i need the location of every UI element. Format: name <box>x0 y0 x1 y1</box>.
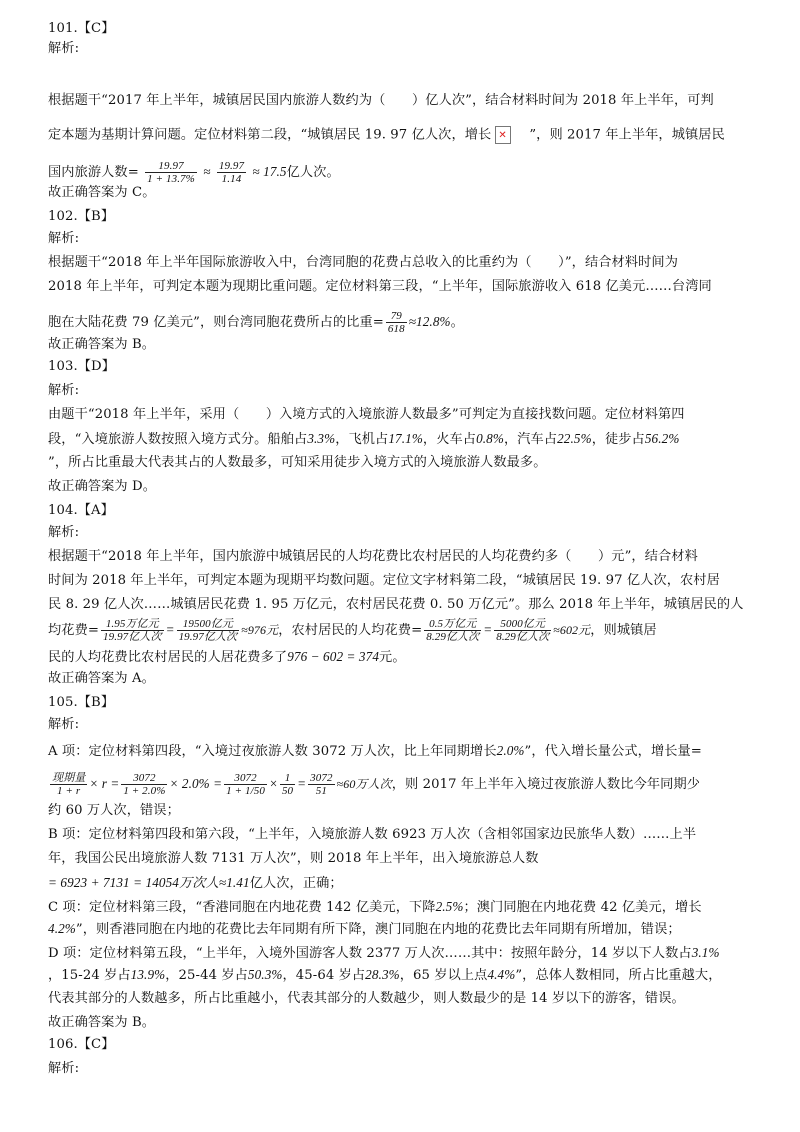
fraction: $\frac{19.97}{1 + 13.7\%}$ <box>147 160 195 185</box>
q103-analysis-label: 解析: <box>48 383 80 398</box>
q105-option-a-line-2: $\frac{\text{现期量}}{1 + r}$ × r = $\frac{3072}{1 + 2.0\%}$ × 2.0% = $\frac{3072}{1 + 1/50}$ × $\frac{1}{50}$ = $\frac{3072}{51}$ ≈60万人次，则 2017 年上半年入境过夜旅游人数比今年同期少 <box>52 772 701 797</box>
q102-analysis-label: 解析: <box>48 231 80 246</box>
q102-line-3: 胞在大陆花费 79 亿美元”，则台湾同胞花费所占的比重= $\frac{79}{618}$ ≈12.8%。 <box>48 310 464 335</box>
q105-analysis-label: 解析: <box>48 717 80 732</box>
q104-answer: 故正确答案为 A。 <box>48 671 155 686</box>
q101-analysis-label: 解析: <box>48 41 80 56</box>
fraction: $\frac{\text{5000亿元}}{\text{8.29亿人次}}$ <box>496 618 550 643</box>
q104-line-3: 民 8. 29 亿人次……城镇居民花费 1. 95 万亿元，农村居民花费 0. 50 万亿元”。那么 2018 年上半年，城镇居民的人 <box>48 597 744 612</box>
q102-heading: 102.【B】 <box>48 209 115 224</box>
fraction: $\frac{3072}{1 + 2.0\%}$ <box>123 772 166 797</box>
q105-answer: 故正确答案为 B。 <box>48 1015 156 1030</box>
fraction: $\frac{1}{50}$ <box>281 772 294 797</box>
fraction: $\frac{\text{19500亿元}}{\text{19.97亿人次}}$ <box>178 618 238 643</box>
q105-option-a-line-1: A 项：定位材料第四段，“入境过夜旅游人数 3072 万人次，比上年同期增长2.0%”，代入增长量公式，增长量= <box>48 743 702 759</box>
q104-line-4: 均花费= $\frac{\text{1.95万亿元}}{\text{19.97亿人次}}$ = $\frac{\text{19500亿元}}{\text{19.97亿人次}}$ ≈976元，农村居民的人均花费= $\frac{\text{0.5万亿元}}{\text{8.29亿人次}}$ = $\frac{\text{5000亿元}}{\text{8.29亿人次}}$ ≈602元，则城镇居 <box>48 618 657 643</box>
q104-analysis-label: 解析: <box>48 525 80 540</box>
broken-image-icon <box>495 126 511 144</box>
q103-line-1: 由题干“2018 年上半年，采用（ ）入境方式的入境旅游人数最多”可判定为直接找数问题。定位材料第四 <box>48 407 685 422</box>
q105-option-c-line-2: 4.2%”，则香港同胞在内地的花费比去年同期有所下降，澳门同胞在内地的花费比去年同期有所增加，错误； <box>48 921 681 937</box>
q105-option-a-line-3: 约 60 万人次，错误； <box>48 803 180 818</box>
q104-line-2: 时间为 2018 年上半年，可判定本题为现期平均数问题。定位文字材料第二段，“城镇居民 19. 97 亿人次，农村居 <box>48 573 720 588</box>
q105-option-b-line-3: = 6923 + 7131 = 14054万次人≈1.41亿人次，正确； <box>48 875 343 891</box>
fraction: $\frac{3072}{1 + 1/50}$ <box>226 772 265 797</box>
q104-heading: 104.【A】 <box>48 503 114 518</box>
q101-heading: 101.【C】 <box>48 21 115 36</box>
q101-answer: 故正确答案为 C。 <box>48 185 156 200</box>
fraction: $\frac{\text{0.5万亿元}}{\text{8.29亿人次}}$ <box>426 618 480 643</box>
q105-option-b-line-1: B 项：定位材料第四段和第六段，“上半年，入境旅游人数 6923 万人次（含相邻国家边民旅华人数）……上半 <box>48 827 697 842</box>
q105-heading: 105.【B】 <box>48 695 115 710</box>
q105-option-d-line-2: ，15-24 岁占13.9%，25-44 岁占50.3%，45-64 岁占28.3%，65 岁以上点4.4%”，总体人数相同，所占比重越大， <box>48 967 722 983</box>
q105-option-b-line-2: 年，我国公民出境旅游人数 7131 万人次”，则 2018 年上半年，出入境旅游总人数 <box>48 851 539 866</box>
fraction: $\frac{3072}{51}$ <box>310 772 333 797</box>
q104-line-1: 根据题干“2018 年上半年，国内旅游中城镇居民的人均花费比农村居民的人均花费约多（ ）元”，结合材料 <box>48 549 698 564</box>
q106-analysis-label: 解析: <box>48 1061 80 1076</box>
q105-option-d-line-1: D 项：定位材料第五段，“上半年，入境外国游客人数 2377 万人次……其中：按照年龄分，14 岁以下人数占3.1% <box>48 945 720 961</box>
q101-line-1: 根据题干“2017 年上半年，城镇居民国内旅游人数约为（ ）亿人次”，结合材料时间为 2018 年上半年，可判 <box>48 93 714 108</box>
fraction: $\frac{\text{现期量}}{1 + r}$ <box>52 772 86 797</box>
q105-option-c-line-1: C 项：定位材料第三段，“香港同胞在内地花费 142 亿美元，下降2.5%；澳门同胞在内地花费 42 亿美元，增长 <box>48 899 702 915</box>
q102-line-2: 2018 年上半年，可判定本题为现期比重问题。定位材料第三段，“上半年，国际旅游收入 618 亿美元……台湾同 <box>48 279 712 294</box>
q104-line-5: 民的人均花费比农村居民的人居花费多了976 − 602 = 374元。 <box>48 649 406 665</box>
q103-line-2: 段，“入境旅游人数按照入境方式分。船舶占3.3%，飞机占17.1%，火车占0.8%，汽车占22.5%，徒步占56.2% <box>48 431 680 447</box>
q102-answer: 故正确答案为 B。 <box>48 337 156 352</box>
q101-line-2: 定本题为基期计算问题。定位材料第二段，“城镇居民 19. 97 亿人次，增长✕ ”，则 2017 年上半年，城镇居民 <box>48 126 725 145</box>
q103-line-3: ”，所占比重最大代表其占的人数最多，可知采用徒步入境方式的入境旅游人数最多。 <box>48 455 547 470</box>
fraction: $\frac{79}{618}$ <box>387 310 405 335</box>
q103-answer: 故正确答案为 D。 <box>48 479 156 494</box>
q105-option-d-line-3: 代表其部分的人数越多，所占比重越小，代表其部分的人数越少，则人数最少的是 14 岁以下的游客，错误。 <box>48 991 685 1006</box>
q103-heading: 103.【D】 <box>48 359 116 374</box>
q102-line-1: 根据题干“2018 年上半年国际旅游收入中，台湾同胞的花费占总收入的比重约为（ ）”，结合材料时间为 <box>48 255 678 270</box>
fraction: $\frac{\text{1.95万亿元}}{\text{19.97亿人次}}$ <box>103 618 162 643</box>
fraction: $\frac{19.97}{1.14}$ <box>218 160 245 185</box>
q101-line-3: 国内旅游人数= $\frac{19.97}{1 + 13.7\%}$ ≈ $\frac{19.97}{1.14}$ ≈ 17.5亿人次。 <box>48 160 340 185</box>
q106-heading: 106.【C】 <box>48 1037 115 1052</box>
